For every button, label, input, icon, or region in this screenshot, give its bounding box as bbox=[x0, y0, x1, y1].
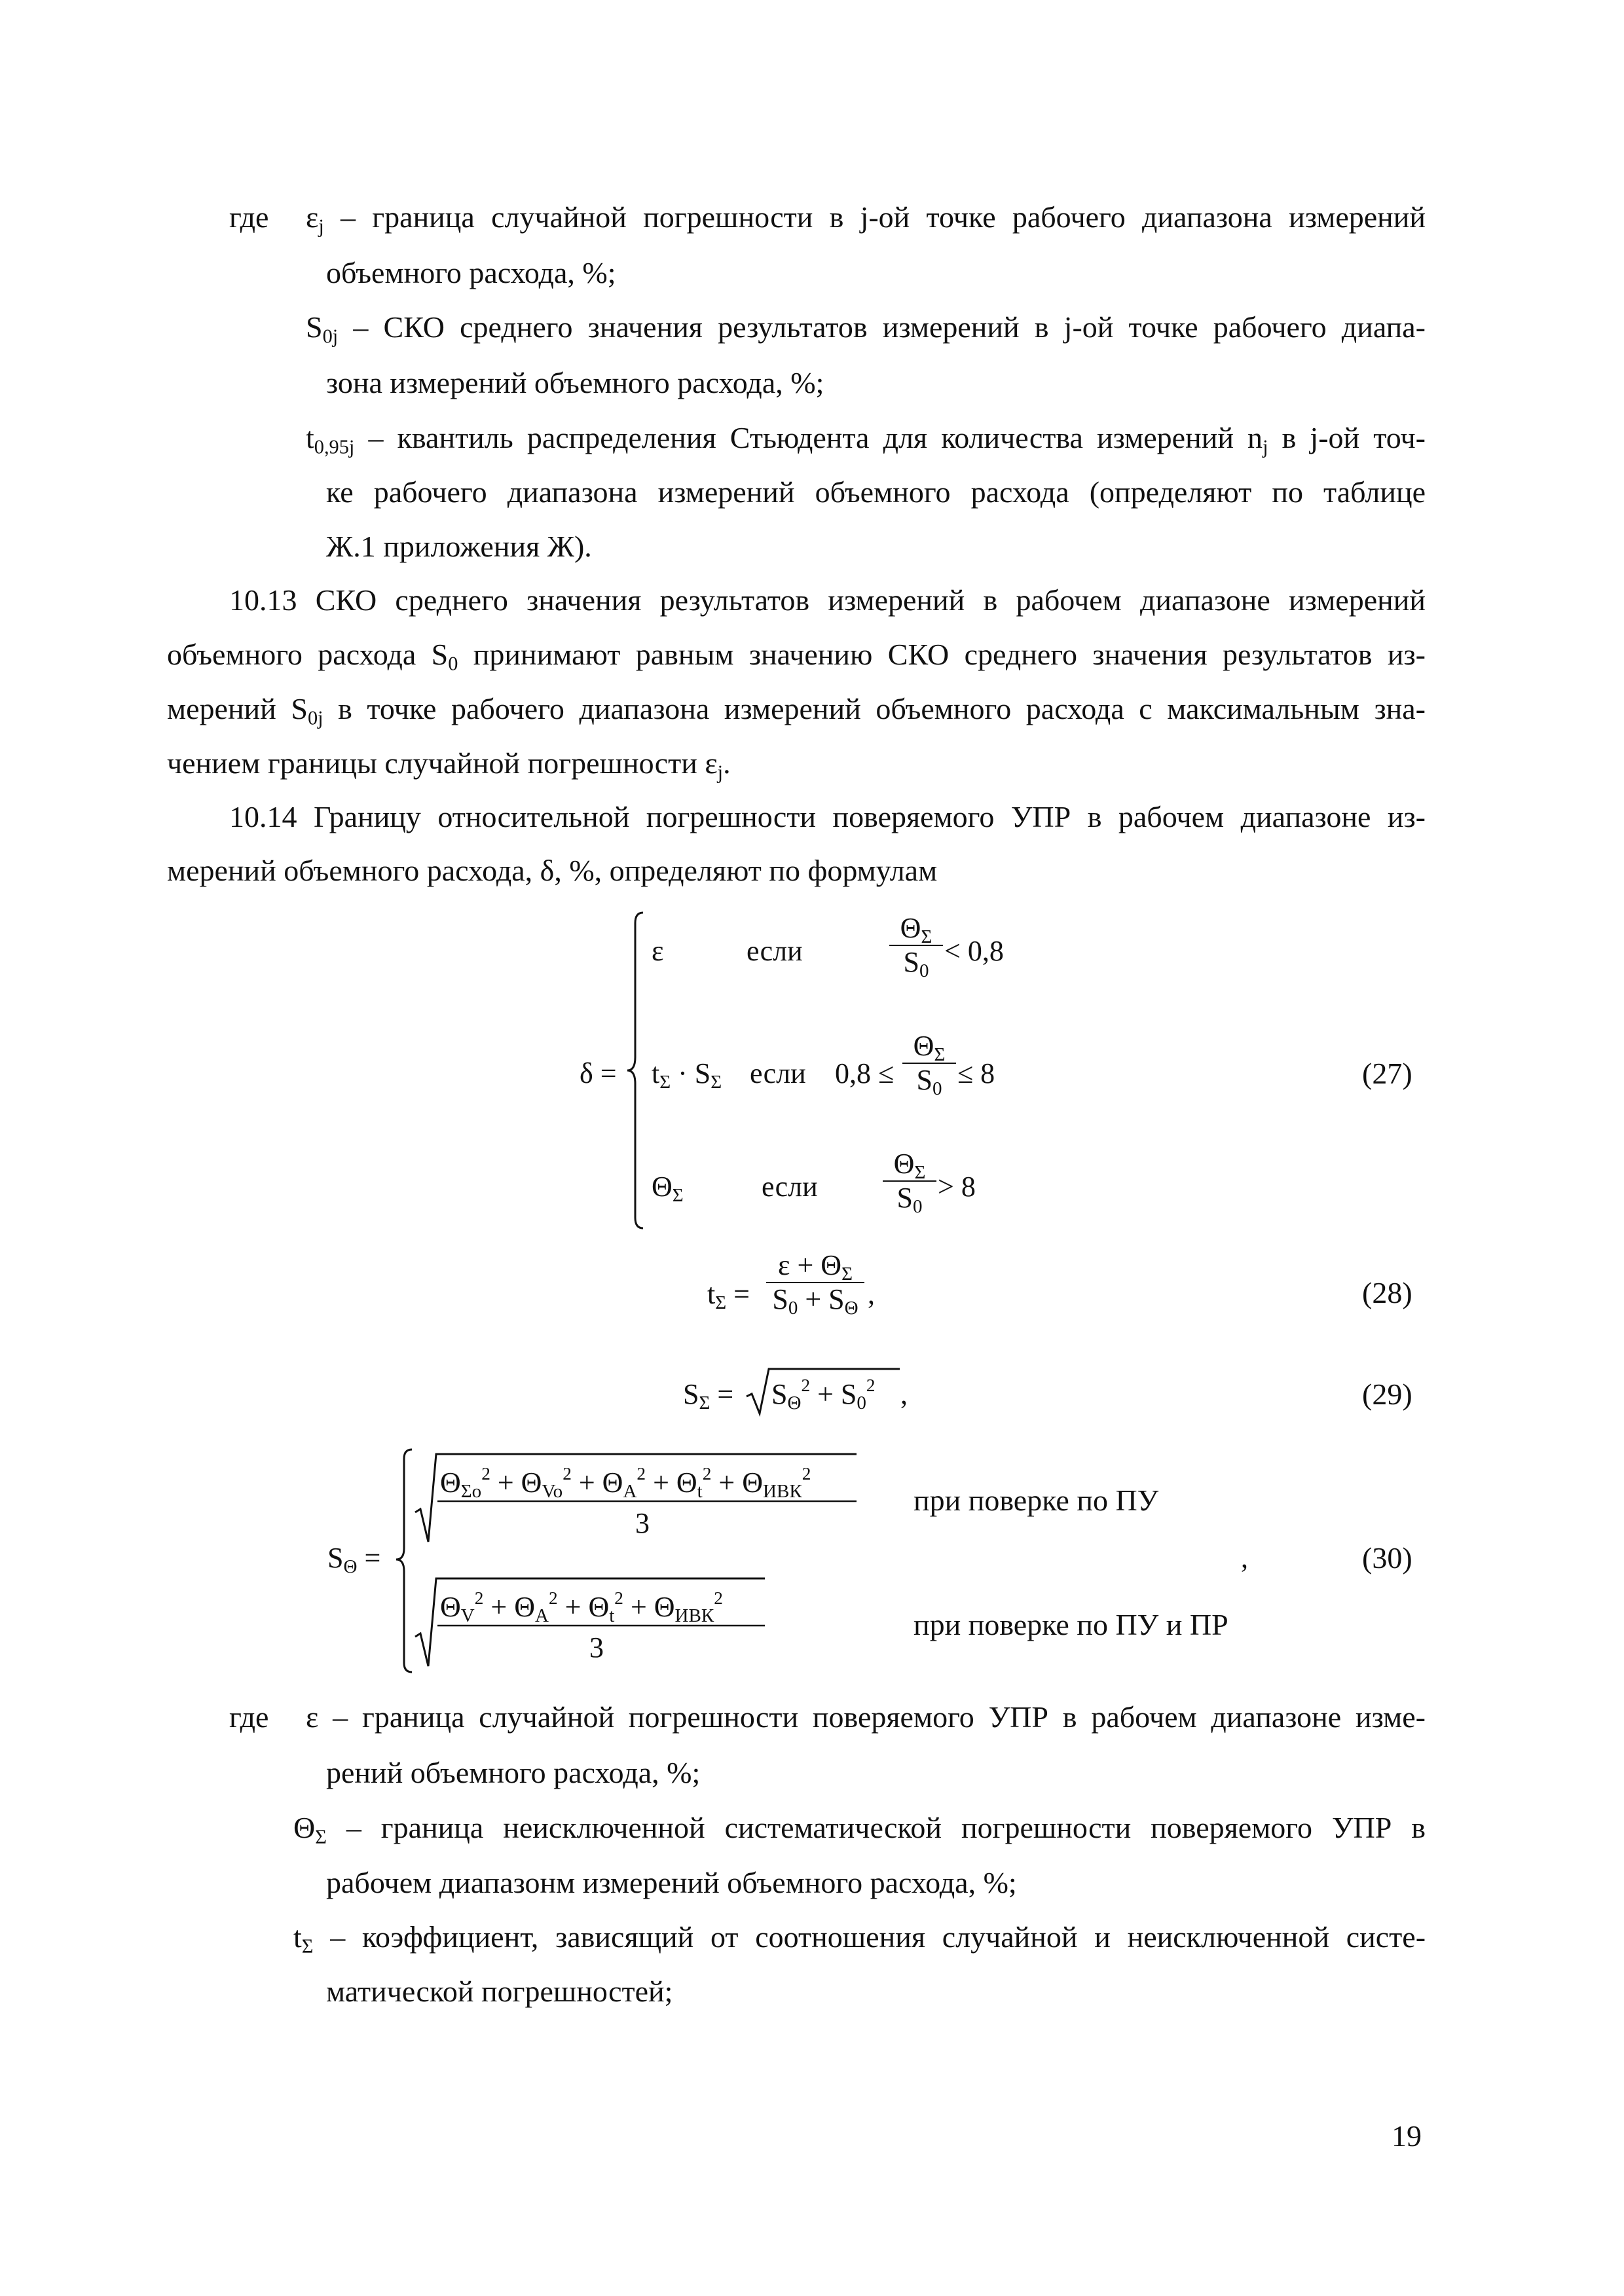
eq30-bottom-radicand: $\Theta_V^2 + \Theta_A^2 + \Theta_t^2 + \Theta_{ИВК}^2$ bbox=[440, 1588, 723, 1627]
para-10-13-line4: чением границы случайной погрешности $\varepsilon_j$. bbox=[167, 746, 731, 784]
def-t-sigma: $t_\Sigma$ – коэффициент, зависящий от соотношения случайной и неисключенной систе- bbox=[293, 1920, 1426, 1958]
eq27-number: (27) bbox=[1362, 1057, 1412, 1090]
eq29-lhs: $S_\Sigma$ = bbox=[683, 1378, 734, 1414]
where-label-2: где bbox=[229, 1700, 269, 1734]
eq27-case1-if: если bbox=[747, 935, 803, 967]
para-10-13-line1: 10.13 СКО среднего значения результатов измерений в рабочем диапазоне измерений bbox=[229, 583, 1426, 617]
eq27-case1-compare: < 0,8 bbox=[944, 935, 1004, 967]
eq27-case3-if: если bbox=[762, 1171, 818, 1203]
def-theta: $\Theta_\Sigma$ – граница неисключенной систематической погрешности поверяемого УПР в bbox=[293, 1811, 1426, 1848]
eq30-top-denominator: 3 bbox=[635, 1507, 650, 1539]
def-eps: ε – граница случайной погрешности поверяемого УПР в рабочем диапазоне изме- bbox=[306, 1700, 1426, 1734]
def-t095j-cont1: ке рабочего диапазона измерений объемного расхода (определяют по таблице bbox=[326, 475, 1426, 509]
def-t095j: $t_{0,95j}$ – квантиль распределения Стьюдента для количества измерений $n_j$ в j-ой точ- bbox=[306, 421, 1426, 458]
def-t-sigma-cont: матической погрешностей; bbox=[326, 1975, 673, 2008]
para-10-14-line1: 10.14 Границу относительной погрешности поверяемого УПР в рабочем диапазоне из- bbox=[229, 800, 1426, 833]
eq29-number: (29) bbox=[1362, 1377, 1412, 1411]
page-number: 19 bbox=[1392, 2119, 1422, 2153]
def-eps-j: $\varepsilon_j$ – граница случайной погрешности в j-ой точке рабочего диапазона измерений bbox=[306, 200, 1426, 238]
eq27-case3-fraction: $\frac{\Theta_\Sigma}{S_0}$ bbox=[883, 1149, 936, 1214]
eq30-bottom-denominator: 3 bbox=[589, 1631, 604, 1664]
eq28-comma: , bbox=[868, 1278, 875, 1310]
def-s0j-cont: зона измерений объемного расхода, %; bbox=[326, 366, 824, 399]
eq30-lhs: $S_\Theta$ = bbox=[327, 1542, 381, 1578]
def-eps-j-cont: объемного расхода, %; bbox=[326, 256, 616, 289]
eq27-case2-if: если bbox=[750, 1057, 806, 1089]
eq27-case2-pre: 0,8 ≤ bbox=[835, 1057, 895, 1089]
eq30-number: (30) bbox=[1362, 1541, 1412, 1575]
eq28-fraction: $\frac{\varepsilon + \Theta_\Sigma}{S_0 + S_\Theta}$ bbox=[766, 1250, 864, 1316]
para-10-13-line2: объемного расхода $S_0$ принимают равным значению СКО среднего значения результатов из- bbox=[167, 638, 1426, 675]
def-t095j-cont2: Ж.1 приложения Ж). bbox=[326, 530, 592, 563]
eq30-top-radicand: $\Theta_{\Sigma o}^2 + \Theta_{Vo}^2 + \Theta_A^2 + \Theta_t^2 + \Theta_{ИВК}^2$ bbox=[440, 1463, 811, 1503]
eq27-case2-compare: ≤ 8 bbox=[957, 1057, 995, 1089]
eq29-comma: , bbox=[900, 1378, 908, 1410]
eq28-number: (28) bbox=[1362, 1276, 1412, 1309]
para-10-13-line3: мерений $S_{0j}$ в точке рабочего диапазона измерений объемного расхода с максимальным зна- bbox=[167, 692, 1426, 729]
eq30-comma: , bbox=[1241, 1542, 1248, 1574]
eq27-case1-fraction: $\frac{\Theta_\Sigma}{S_0}$ bbox=[889, 913, 943, 979]
def-eps-cont: рений объемного расхода, %; bbox=[326, 1756, 701, 1789]
eq29-radicand: $S_\Theta^2 + S_0^2$ bbox=[771, 1375, 876, 1414]
eq27-case1-value: ε bbox=[652, 935, 664, 967]
def-s0j: $S_{0j}$ – СКО среднего значения результатов измерений в j-ой точке рабочего диапа- bbox=[306, 310, 1426, 348]
eq27-lhs: δ = bbox=[580, 1057, 617, 1089]
def-theta-cont: рабочем диапазонм измерений объемного расхода, %; bbox=[326, 1866, 1017, 1899]
para-10-14-line2: мерений объемного расхода, δ, %, определяют по формулам bbox=[167, 854, 938, 887]
eq27-case3-value: $\Theta_\Sigma$ bbox=[652, 1171, 684, 1207]
eq27-case3-compare: > 8 bbox=[938, 1171, 976, 1203]
eq28-lhs: $t_\Sigma$ = bbox=[707, 1278, 750, 1314]
eq30-bottom-note: при поверке по ПУ и ПР bbox=[913, 1608, 1228, 1641]
eq30-top-note: при поверке по ПУ bbox=[913, 1484, 1159, 1517]
eq27-case2-value: $t_\Sigma \cdot S_\Sigma$ bbox=[652, 1057, 722, 1093]
eq27-case2-fraction: $\frac{\Theta_\Sigma}{S_0}$ bbox=[902, 1031, 956, 1097]
eq27-brace bbox=[629, 910, 655, 1231]
where-label-1: где bbox=[229, 200, 269, 234]
